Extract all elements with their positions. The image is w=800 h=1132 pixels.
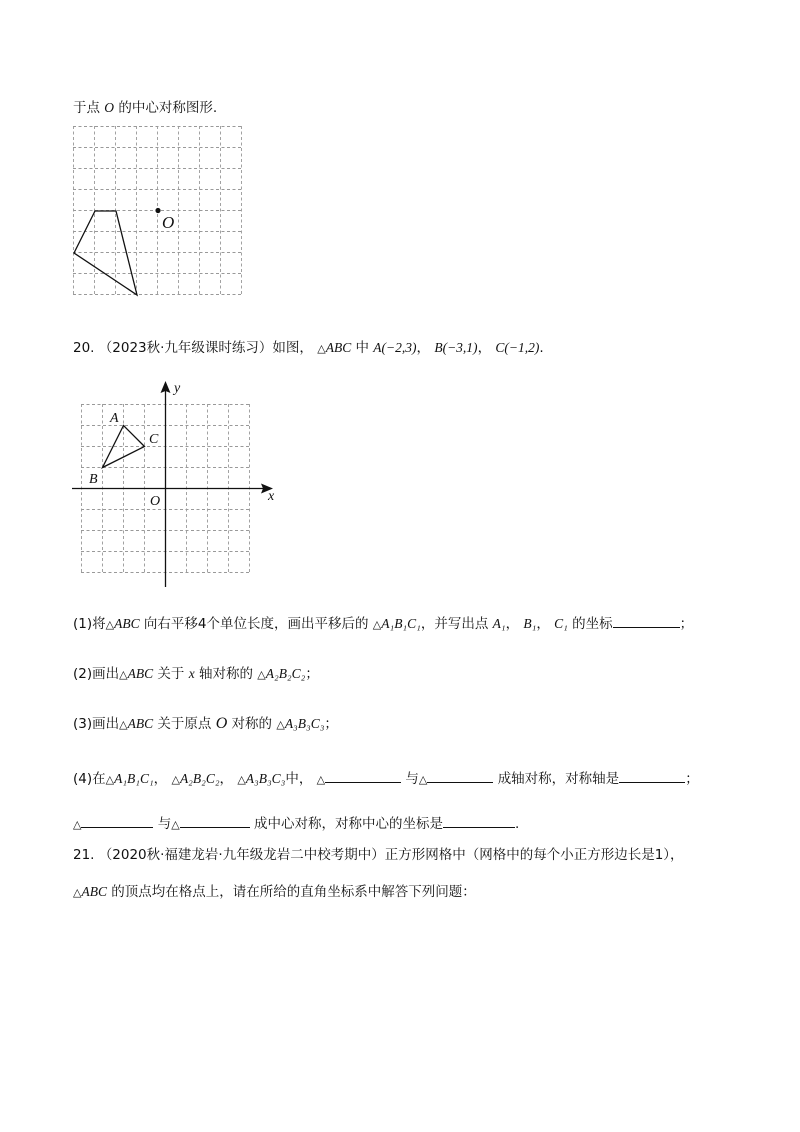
q20-part-4: (4)在△A₁B₁C₁， △A₂B₂C₂， △A₃B₃C₃中， △ 与△ 成轴对称，对称轴是 ； — [73, 771, 699, 787]
answer-blank-1[interactable] — [613, 615, 680, 628]
coord-a: A(−2,3) — [373, 340, 417, 355]
coord-b: B(−3,1) — [434, 340, 478, 355]
q20-part-1: (1)将△ABC 向右平移4个单位长度，画出平移后的 △A₁B₁C₁，并写出点 A₁， B₁， C₁ 的坐标 ； — [73, 616, 694, 632]
answer-blank-4[interactable] — [619, 770, 685, 783]
q20-part-4-cont: △ 与△ 成中心对称，对称中心的坐标是 . — [73, 816, 520, 832]
answer-blank-3[interactable] — [427, 770, 493, 783]
coord-c: C(−1,2) — [495, 340, 540, 355]
answer-blank-2[interactable] — [325, 770, 401, 783]
q20-header: 20. （2023秋·九年级课时练习）如图， △ABC 中 A(−2,3)， B(−3,1)， C(−1,2). — [73, 340, 544, 356]
q21-line-2: △ABC 的顶点均在格点上，请在所给的直角坐标系中解答下列问题： — [73, 884, 476, 900]
q21-line-1: 21. （2020秋·福建龙岩·九年级龙岩二中校考期中）正方形网格中（网格中的每个小正方形边长是1）， — [73, 847, 684, 863]
label-b: B — [89, 472, 98, 487]
q19-tail-line: 于点 O 的中心对称图形. — [73, 100, 218, 116]
q20-part-2: (2)画出△ABC 关于 x 轴对称的 △A₂B₂C₂； — [73, 666, 319, 682]
label-o: O — [150, 494, 161, 509]
label-c: C — [149, 432, 159, 447]
answer-blank-6[interactable] — [180, 815, 250, 828]
point-o-ref: O — [104, 100, 115, 115]
label-x: x — [268, 489, 275, 504]
label-a: A — [110, 411, 119, 426]
answer-blank-5[interactable] — [81, 815, 153, 828]
label-y: y — [174, 381, 181, 396]
answer-blank-7[interactable] — [443, 815, 515, 828]
point-o-label: O — [162, 213, 175, 232]
q20-part-3: (3)画出△ABC 关于原点 O 对称的 △A₃B₃C₃； — [73, 715, 338, 732]
